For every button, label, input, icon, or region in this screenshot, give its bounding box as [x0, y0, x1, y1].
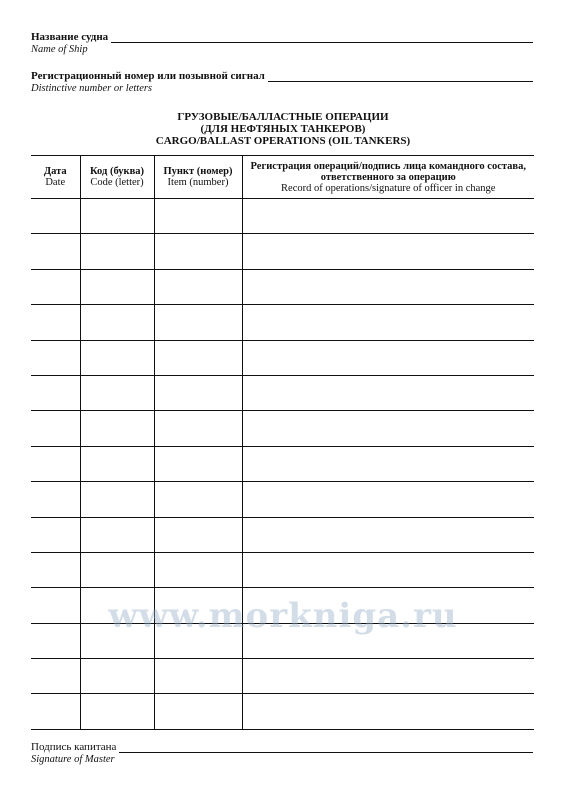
code-cell[interactable]	[80, 659, 154, 694]
date-cell[interactable]	[31, 305, 80, 340]
record-cell[interactable]	[242, 446, 534, 481]
table-row	[31, 411, 534, 446]
table-row	[31, 305, 534, 340]
code-cell[interactable]	[80, 482, 154, 517]
ship-name-input-line[interactable]	[111, 32, 533, 43]
code-cell[interactable]	[80, 694, 154, 729]
date-cell[interactable]	[31, 482, 80, 517]
code-cell[interactable]	[80, 305, 154, 340]
date-cell[interactable]	[31, 375, 80, 410]
item-cell[interactable]	[154, 482, 242, 517]
date-cell[interactable]	[31, 446, 80, 481]
distinctive-number-field	[31, 68, 533, 95]
table-row	[31, 482, 534, 517]
date-cell[interactable]	[31, 411, 80, 446]
code-cell[interactable]	[80, 234, 154, 269]
item-cell[interactable]	[154, 552, 242, 587]
item-cell[interactable]	[154, 375, 242, 410]
table-header-row	[31, 156, 534, 199]
table-row	[31, 552, 534, 587]
record-cell[interactable]	[242, 694, 534, 729]
table-row	[31, 199, 534, 234]
table-row	[31, 446, 534, 481]
master-signature-label-ru: Подпись капитана	[31, 741, 117, 753]
item-cell[interactable]	[154, 234, 242, 269]
column-header-en: Code (letter)	[90, 177, 144, 188]
date-cell[interactable]	[31, 199, 80, 234]
column-header-ru: Пункт (номер)	[163, 166, 233, 177]
record-cell[interactable]	[242, 305, 534, 340]
table-row	[31, 375, 534, 410]
distinctive-number-input-line[interactable]	[268, 71, 533, 82]
date-cell[interactable]	[31, 517, 80, 552]
column-header-ru: Дата	[43, 166, 67, 177]
record-cell[interactable]	[242, 411, 534, 446]
column-header-ru: Код (буква)	[89, 166, 145, 177]
record-cell[interactable]	[242, 659, 534, 694]
code-cell[interactable]	[80, 199, 154, 234]
column-header-record	[242, 156, 534, 199]
table-row	[31, 234, 534, 269]
column-header-en: Item (number)	[167, 177, 229, 188]
code-cell[interactable]	[80, 552, 154, 587]
item-cell[interactable]	[154, 517, 242, 552]
record-cell[interactable]	[242, 552, 534, 587]
item-cell[interactable]	[154, 411, 242, 446]
column-header-en: Record of operations/signature of officer in change	[281, 182, 496, 194]
record-cell[interactable]	[242, 517, 534, 552]
date-cell[interactable]	[31, 659, 80, 694]
date-cell[interactable]	[31, 552, 80, 587]
item-cell[interactable]	[154, 269, 242, 304]
code-cell[interactable]	[80, 411, 154, 446]
item-cell[interactable]	[154, 446, 242, 481]
distinctive-number-label-en: Distinctive number or letters	[31, 83, 153, 94]
operations-table	[31, 155, 534, 730]
section-title	[0, 111, 566, 147]
title-line-ru-2: (ДЛЯ НЕФТЯНЫХ ТАНКЕРОВ)	[200, 123, 366, 135]
column-header-ru: Регистрация операций/подпись лица командного состава, ответственного за операцию	[250, 160, 526, 183]
table-row	[31, 517, 534, 552]
code-cell[interactable]	[80, 517, 154, 552]
title-line-en: CARGO/BALLAST OPERATIONS (OIL TANKERS)	[155, 135, 411, 147]
code-cell[interactable]	[80, 375, 154, 410]
master-signature-label-en: Signature of Master	[31, 754, 115, 765]
table-row	[31, 694, 534, 729]
item-cell[interactable]	[154, 694, 242, 729]
item-cell[interactable]	[154, 659, 242, 694]
table-body	[31, 199, 534, 730]
code-cell[interactable]	[80, 340, 154, 375]
code-cell[interactable]	[80, 269, 154, 304]
record-cell[interactable]	[242, 375, 534, 410]
record-cell[interactable]	[242, 234, 534, 269]
ship-name-label-ru: Название судна	[31, 31, 109, 43]
record-cell[interactable]	[242, 340, 534, 375]
date-cell[interactable]	[31, 694, 80, 729]
date-cell[interactable]	[31, 269, 80, 304]
record-cell[interactable]	[242, 269, 534, 304]
table-row	[31, 659, 534, 694]
item-cell[interactable]	[154, 199, 242, 234]
ship-name-field	[31, 29, 533, 56]
master-signature-input-line[interactable]	[119, 742, 533, 753]
record-cell[interactable]	[242, 199, 534, 234]
title-line-ru-1: ГРУЗОВЫЕ/БАЛЛАСТНЫЕ ОПЕРАЦИИ	[177, 111, 389, 123]
record-cell[interactable]	[242, 482, 534, 517]
watermark: www.morkniga.ru	[108, 596, 458, 636]
table-row	[31, 269, 534, 304]
item-cell[interactable]	[154, 305, 242, 340]
distinctive-number-label-ru: Регистрационный номер или позывной сигнал	[31, 70, 265, 82]
column-header-code	[80, 156, 154, 199]
ship-name-label-en: Name of Ship	[31, 44, 88, 55]
date-cell[interactable]	[31, 340, 80, 375]
date-cell[interactable]	[31, 234, 80, 269]
column-header-item	[154, 156, 242, 199]
table-row	[31, 340, 534, 375]
code-cell[interactable]	[80, 446, 154, 481]
column-header-en: Date	[45, 177, 66, 188]
column-header-date	[31, 156, 80, 199]
item-cell[interactable]	[154, 340, 242, 375]
master-signature-field	[31, 739, 533, 766]
